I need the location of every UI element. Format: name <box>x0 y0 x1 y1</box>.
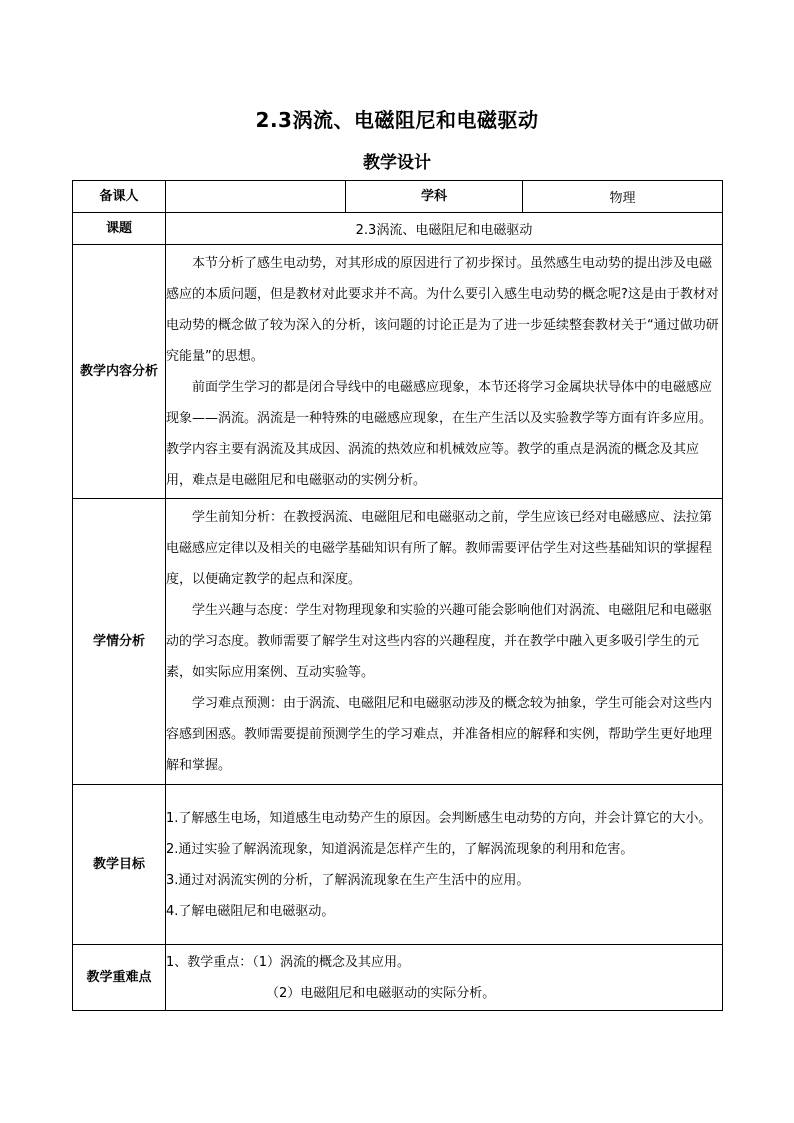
subject-value: 物理 <box>523 181 723 213</box>
objective-item: 3.通过对涡流实例的分析，了解涡流现象在生产生活中的应用。 <box>166 872 530 888</box>
document-subtitle: 教学设计 <box>363 153 431 173</box>
topic-row <box>73 213 723 245</box>
objectives-row <box>73 785 723 945</box>
content-analysis-row <box>73 245 723 499</box>
content-analysis-paragraph: 前面学生学习的都是闭合导线中的电磁感应现象，本节还将学习金属块状导体中的电磁感应现象——涡流。涡流是一种特殊的电磁感应现象，在生产生活以及实验教学等方面有许多应用。教学内容主要有涡流及其成因、涡流的热效应和机械效应等。教学的重点是涡流的概念及其应用，难点是电磁阻尼和电磁驱动的实例分析。 <box>166 379 713 488</box>
objective-item: 2.通过实验了解涡流现象，知道涡流是怎样产生的，了解涡流现象的利用和危害。 <box>166 841 634 857</box>
preparer-value <box>166 181 346 213</box>
content-analysis-label: 教学内容分析 <box>73 245 166 499</box>
objectives-cell <box>166 785 723 945</box>
preparer-row <box>73 181 723 213</box>
key-points-row <box>73 945 723 1011</box>
lesson-plan-table <box>72 180 723 1011</box>
student-analysis-cell <box>166 499 723 785</box>
key-point-line: （2）电磁阻尼和电磁驱动的实际分析。 <box>266 985 496 1001</box>
document-title: 2.3涡流、电磁阻尼和电磁驱动 <box>255 108 539 132</box>
student-analysis-paragraph: 学生兴趣与态度：学生对物理现象和实验的兴趣可能会影响他们对涡流、电磁阻尼和电磁驱动的学习态度。教师需要了解学生对这些内容的兴趣程度，并在教学中融入更多吸引学生的元素，如实际应用案例、互动实验等。 <box>166 603 713 680</box>
content-analysis-cell <box>166 245 723 499</box>
objective-item: 4.了解电磁阻尼和电磁驱动。 <box>166 903 335 919</box>
content-analysis-paragraph: 本节分析了感生电动势，对其形成的原因进行了初步探讨。虽然感生电动势的提出涉及电磁感应的本质问题，但是教材对此要求并不高。为什么要引入感生电动势的概念呢?这是由于教材对电动势的概念做了较为深入的分析，该问题的讨论正是为了进一步延续整套教材关于“通过做功研究能量”的思想。 <box>166 255 719 364</box>
key-points-cell <box>166 945 723 1011</box>
topic-value: 2.3涡流、电磁阻尼和电磁驱动 <box>166 213 723 245</box>
student-analysis-paragraph: 学生前知分析：在教授涡流、电磁阻尼和电磁驱动之前，学生应该已经对电磁感应、法拉第电磁感应定律以及相关的电磁学基础知识有所了解。教师需要评估学生对这些基础知识的掌握程度，以便确定教学的起点和深度。 <box>166 510 713 587</box>
key-points-label: 教学重难点 <box>73 945 166 1011</box>
preparer-label: 备课人 <box>73 181 166 213</box>
subject-label: 学科 <box>346 181 523 213</box>
topic-label: 课题 <box>73 213 166 245</box>
student-analysis-row <box>73 499 723 785</box>
student-analysis-paragraph: 学习难点预测：由于涡流、电磁阻尼和电磁驱动涉及的概念较为抽象，学生可能会对这些内容感到困惑。教师需要提前预测学生的学习难点，并准备相应的解释和实例，帮助学生更好地理解和掌握。 <box>166 696 713 773</box>
student-analysis-label: 学情分析 <box>73 499 166 785</box>
objective-item: 1.了解感生电场，知道感生电动势产生的原因。会判断感生电动势的方向，并会计算它的大小。 <box>166 810 712 826</box>
objectives-label: 教学目标 <box>73 785 166 945</box>
key-point-line: 1、教学重点：（1）涡流的概念及其应用。 <box>166 954 411 970</box>
